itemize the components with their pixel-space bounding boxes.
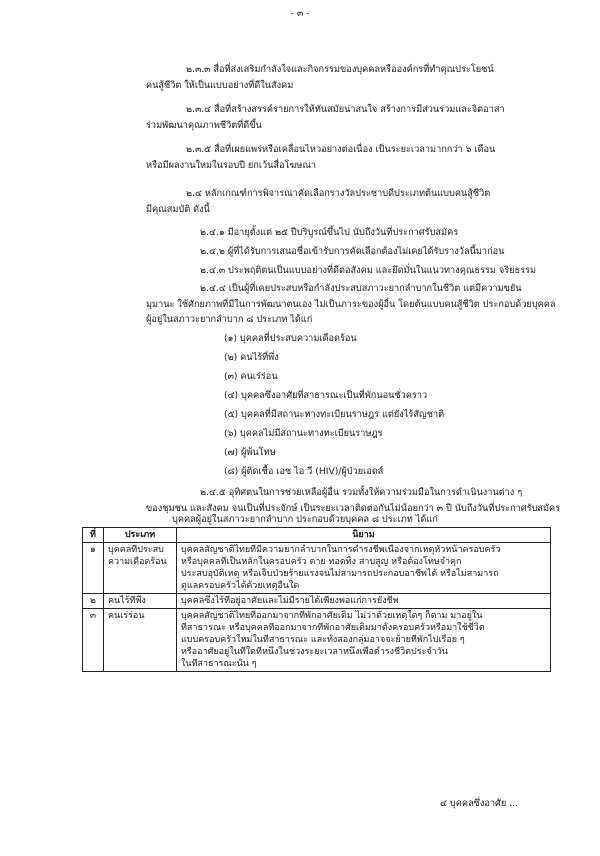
paragraph-2-4-1: ๒.๔.๑ มีอายุตั้งแต่ ๒๕ ปีบริบูรณ์ขึ้นไป นับถึงวันที่ประกาศรับสมัคร: [200, 227, 459, 238]
paragraph-2-3-3-line2: คนสู้ชีวิต ให้เป็นแบบอย่างที่ดีในสังคม: [146, 80, 294, 91]
paragraph-2-3-3-line1: ๒.๓.๓ สื่อที่ส่งเสริมกำลังใจและกิจกรรมของบุคคลหรือองค์กรที่ทำคุณประโยชน์: [186, 64, 494, 75]
table-row: [83, 594, 551, 609]
row-number: ๑: [83, 543, 104, 594]
row-type: คนเร่ร่อน: [104, 609, 177, 672]
category-item: (๓) คนเร่ร่อน: [224, 371, 278, 382]
table-header-row: [83, 528, 551, 543]
category-item: (๖) บุคคลไม่มีสถานะทางทะเบียนราษฎร: [224, 428, 383, 439]
row-type: บุคคลที่ประสบ ความเดือดร้อน: [104, 543, 177, 594]
table-caption: บุคคลผู้อยู่ในสภาวะยากลำบาก ประกอบด้วยบุคคล ๘ ประเภท ได้แก่: [172, 514, 438, 525]
category-item: (๒) คนไร้ที่พึ่ง: [224, 352, 279, 363]
paragraph-2-3-5-line1: ๒.๓.๕ สื่อที่เผยแพร่หรือเคลื่อนไหวอย่างต่อเนื่อง เป็นระยะเวลามากกว่า ๖ เดือน: [186, 144, 496, 155]
row-number: ๒: [83, 594, 104, 609]
definition-table: [82, 527, 551, 672]
paragraph-2-3-5-line2: หรือมีผลงานใหม่ในรอบปี ยกเว้นสื่อโฆษณา: [146, 160, 317, 171]
row-definition: บุคคลซึ่งไร้ที่อยู่อาศัยและไม่มีรายได้เพียงพอแก่การยังชีพ: [177, 594, 551, 609]
paragraph-2-4-4-line2: มุมานะ ใช้ศักยภาพที่มีในการพัฒนาตนเอง ไม่เป็นภาระของผู้อื่น โดยต้นแบบคนสู้ชีวิต ประกอบด้วยบุคคล: [146, 299, 556, 310]
category-item: (๑) บุคคลที่ประสบความเดือดร้อน: [224, 333, 357, 344]
heading-2-4-line2: มีคุณสมบัติ ดังนี้: [146, 204, 210, 215]
header-number: ที่: [83, 528, 104, 543]
category-item: (๕) บุคคลที่มีสถานะทางทะเบียนราษฎร แต่ยังไร้สัญชาติ: [224, 409, 445, 420]
paragraph-2-3-4-line2: ร่วมพัฒนาคุณภาพชีวิตที่ดีขึ้น: [146, 120, 262, 131]
paragraph-2-4-5-line2: ของชุมชน และสังคม จนเป็นที่ประจักษ์ เป็นระยะเวลาติดต่อกันไม่น้อยกว่า ๓ ปี นับถึงวันที่ประกาศรับสมัคร: [146, 503, 561, 514]
category-item: (๘) ผู้ติดเชื้อ เอช ไอ วี (HIV)/ผู้ป่วยเอดส์: [224, 466, 384, 477]
footer-continuation: ๔ บุคคลซึ่งอาศัย ...: [440, 798, 518, 809]
row-number: ๓: [83, 609, 104, 672]
paragraph-2-4-4-line1: ๒.๔.๔ เป็นผู้ที่เคยประสบหรือกำลังประสบสภาวะยากลำบากในชีวิต แต่มีความขยัน: [200, 283, 522, 294]
row-definition: บุคคลสัญชาติไทยที่ออกมาจากที่พักอาศัยเดิม ไม่ว่าด้วยเหตุใดๆ ก็ตาม มาอยู่ใน ที่สาธารณะ หรือบุคคลที่ออกมาจากที่พักอาศัยเดิมมาตั้งครอบครัวหรือมาใช้ชีวิต แบบครอบครัวใหม่ในที่สาธารณะ และทั้งสองกลุ่มอาจจะย้ายที่พักไปเรื่อย ๆ หรืออาศัยอยู่ในที่ใดที่หนึ่งในช่วงระยะเวลาหนึ่งเพื่อดำรงชีวิตประจำวัน ในที่สาธารณะนั้น ๆ: [177, 609, 551, 672]
page-number: - ๓ -: [290, 8, 310, 19]
category-item: (๗) ผู้พ้นโทษ: [224, 447, 276, 458]
paragraph-2-4-4-line3: ผู้อยู่ในสภาวะยากลำบาก ๘ ประเภท ได้แก่: [146, 314, 313, 325]
paragraph-2-4-3: ๒.๔.๓ ประพฤติตนเป็นแบบอย่างที่ดีต่อสังคม และยึดมั่นในแนวทางคุณธรรม จริยธรรม: [200, 265, 537, 276]
table-row: [83, 609, 551, 672]
table-row: [83, 543, 551, 594]
paragraph-2-4-5-line1: ๒.๔.๕ อุทิศตนในการช่วยเหลือผู้อื่น รวมทั้งให้ความร่วมมือในการดำเนินงานต่าง ๆ: [200, 487, 523, 498]
row-definition: บุคคลสัญชาติไทยที่มีความยากลำบากในการดำรงชีพเนื่องจากเหตุหัวหน้าครอบครัว หรือบุคคลที่เป็นหลักในครอบครัว ตาย ทอดทิ้ง สาบสูญ หรือต้องโทษจำคุก ประสบอุบัติเหตุ หรือเจ็บป่วยร้ายแรงจนไม่สามารถประกอบอาชีพได้ หรือไม่สามารถ ดูแลครอบครัวได้ด้วยเหตุอื่นใด: [177, 543, 551, 594]
header-definition: นิยาม: [177, 528, 551, 543]
heading-2-4-line1: ๒.๔ หลักเกณฑ์การพิจารณาคัดเลือกรางวัลประชาบดีประเภทต้นแบบคนสู้ชีวิต: [186, 188, 491, 199]
paragraph-2-3-4-line1: ๒.๓.๔ สื่อที่สร้างสรรค์รายการให้ทันสมัยน่าสนใจ สร้างการมีส่วนร่วมและจิตอาสา: [186, 104, 505, 115]
row-type: คนไร้ที่พึ่ง: [104, 594, 177, 609]
paragraph-2-4-2: ๒.๔.๒ ผู้ที่ได้รับการเสนอชื่อเข้ารับการคัดเลือกต้องไม่เคยได้รับรางวัลนี้มาก่อน: [200, 246, 505, 257]
category-item: (๔) บุคคลซึ่งอาศัยที่สาธารณะเป็นที่พักนอนชั่วคราว: [224, 390, 428, 401]
header-type: ประเภท: [104, 528, 177, 543]
